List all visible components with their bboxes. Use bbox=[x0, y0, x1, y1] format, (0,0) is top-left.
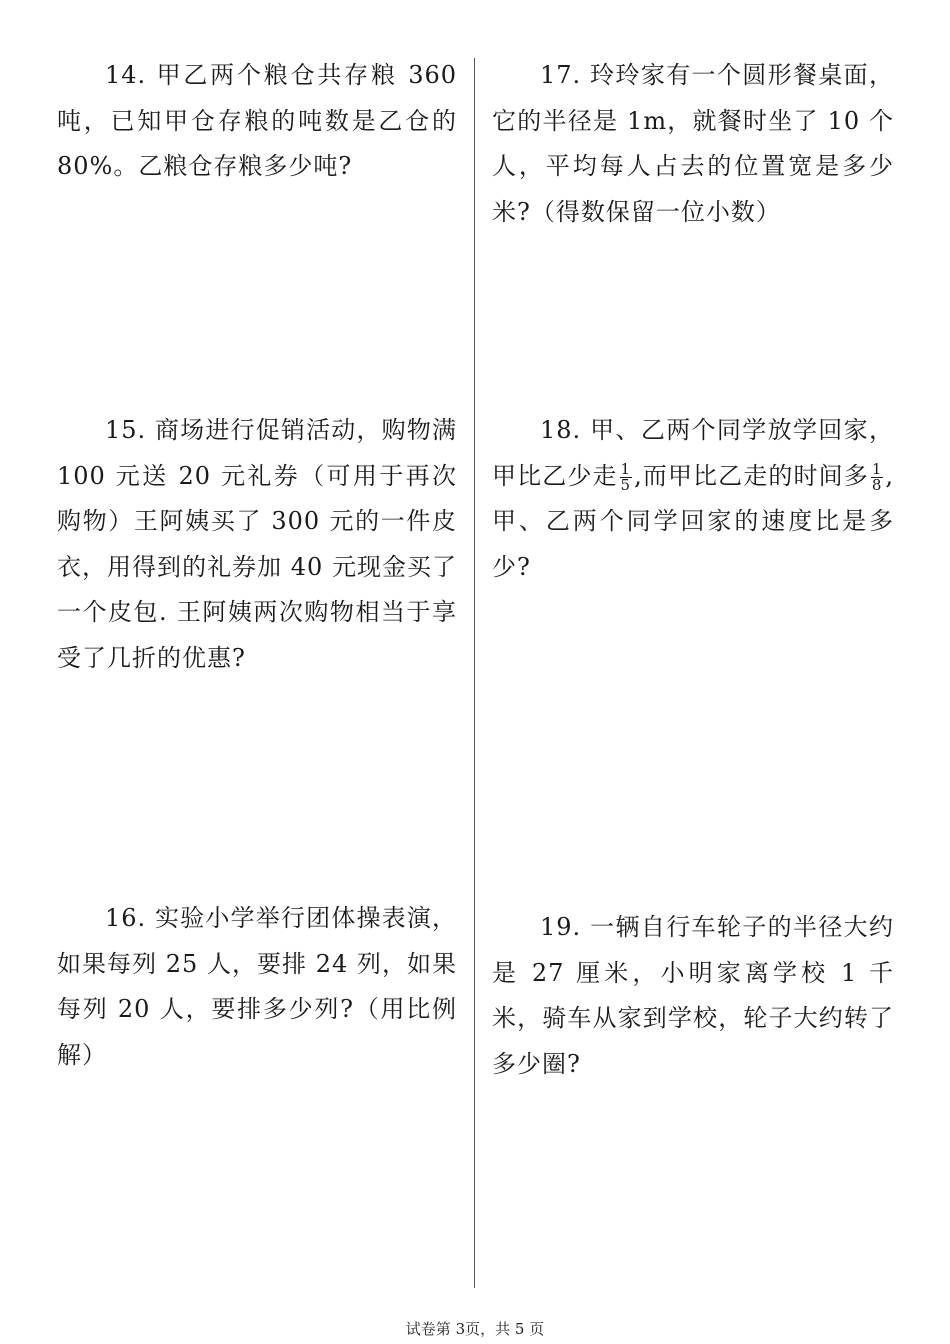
fraction-one-eighth-denominator: 8 bbox=[871, 475, 883, 494]
question-14: 14. 甲乙两个粮仓共存粮 360 吨，已知甲仓存粮的吨数是乙仓的 80%。乙粮仓存粮多少吨? bbox=[57, 61, 457, 180]
fraction-one-eighth bbox=[871, 459, 884, 494]
question-18-text-part2: ,而甲比乙走的时间多 bbox=[634, 461, 869, 490]
fraction-one-eighth-numerator: 1 bbox=[871, 459, 883, 478]
question-18-text-part1: 18. 甲、乙两个同学放学回家，甲比乙少走 bbox=[492, 416, 894, 490]
question-18-text-part3: ,甲、乙两个同学回家的速度比是多少? bbox=[492, 461, 894, 581]
fraction-one-fifth-numerator: 1 bbox=[620, 459, 632, 478]
column-divider bbox=[474, 58, 475, 1288]
question-15: 15. 商场进行促销活动，购物满 100 元送 20 元礼券（可用于再次购物）王阿姨买了 300 元的一件皮衣，用得到的礼券加 40 元现金买了一个皮包. 王阿姨两次购物相当于享受了几折的优惠? bbox=[57, 416, 457, 672]
page-footer: 试卷第 3页，共 5 页 bbox=[405, 1320, 545, 1338]
fraction-one-fifth bbox=[620, 459, 633, 494]
fraction-one-fifth-denominator: 5 bbox=[620, 475, 632, 494]
question-16: 16. 实验小学举行团体操表演，如果每列 25 人，要排 24 列，如果每列 20 人，要排多少列?（用比例解） bbox=[57, 904, 457, 1069]
question-18 bbox=[492, 408, 894, 590]
question-17: 17. 玲玲家有一个圆形餐桌面，它的半径是 1m，就餐时坐了 10 个人，平均每人占去的位置宽是多少米?（得数保留一位小数） bbox=[492, 61, 894, 226]
question-19: 19. 一辆自行车轮子的半径大约是 27 厘米，小明家离学校 1 千米，骑车从家到学校，轮子大约转了多少圈? bbox=[492, 913, 894, 1078]
